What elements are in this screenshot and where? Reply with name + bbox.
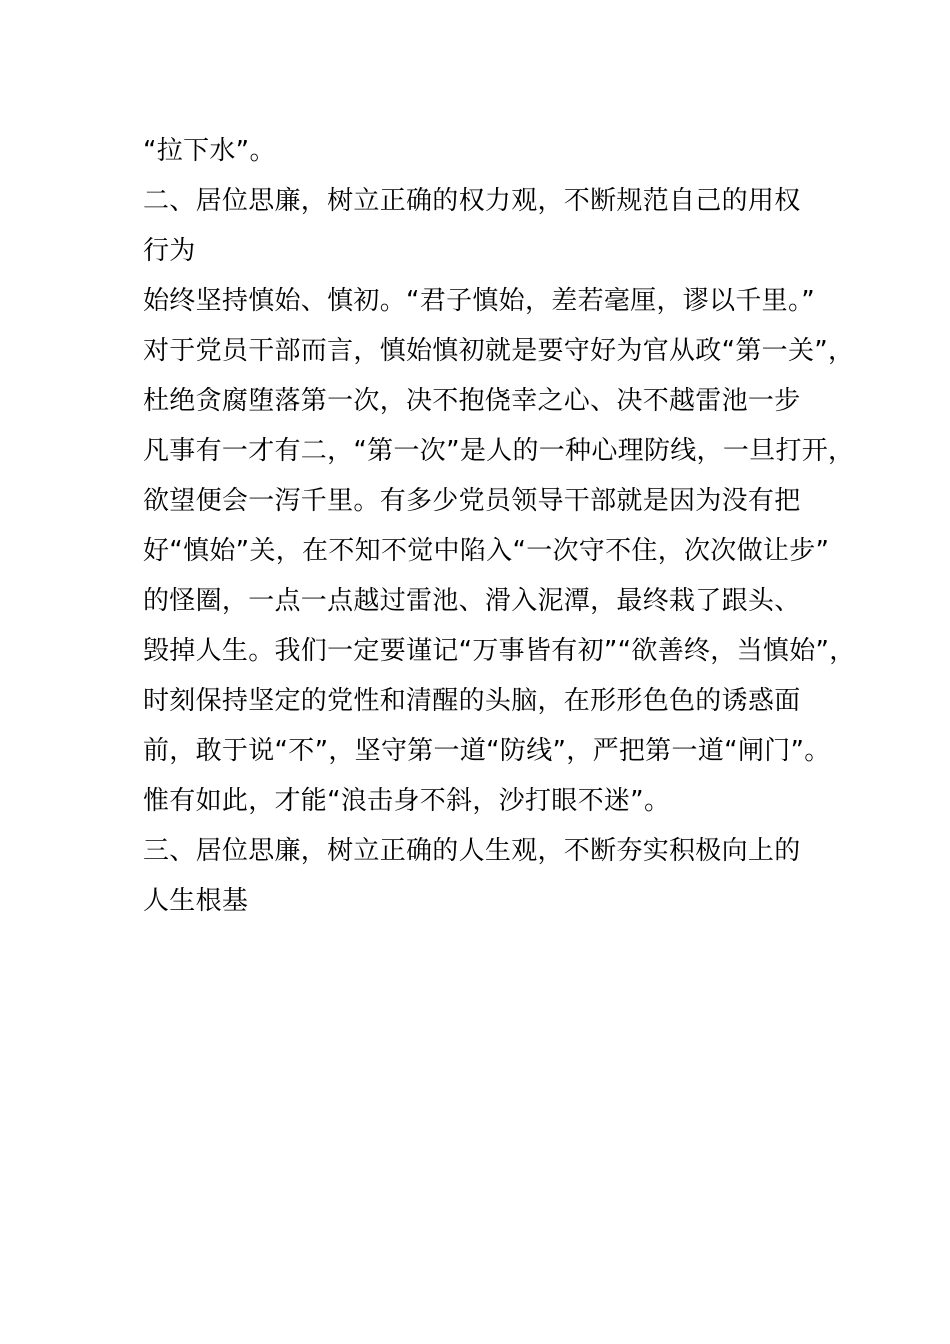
paragraph-line: 惟有如此，才能“浪击身不斜，沙打眼不迷”。	[143, 786, 671, 816]
section-heading-2-cont: 行为	[143, 236, 196, 266]
paragraph-line: 时刻保持坚定的党性和清醒的头脑，在形形色色的诱惑面	[143, 686, 801, 716]
section-heading-3: 三、居位思廉，树立正确的人生观，不断夯实积极向上的	[143, 836, 801, 866]
paragraph-line: 好“慎始”关，在不知不觉中陷入“一次守不住，次次做让步”	[143, 536, 830, 566]
paragraph-line: 杜绝贪腐堕落第一次，决不抱侥幸之心、决不越雷池一步	[143, 386, 801, 416]
paragraph-line: 对于党员干部而言，慎始慎初就是要守好为官从政“第一关”，	[143, 336, 855, 366]
document-text	[143, 126, 856, 926]
paragraph-line: 凡事有一才有二，“第一次”是人的一种心理防线，一旦打开，	[143, 436, 855, 466]
section-heading-2: 二、居位思廉，树立正确的权力观，不断规范自己的用权	[143, 186, 801, 216]
paragraph-line: 毁掉人生。我们一定要谨记“万事皆有初”“欲善终，当慎始”，	[143, 636, 856, 666]
section-heading-3-cont: 人生根基	[143, 886, 249, 916]
paragraph-line: 欲望便会一泻千里。有多少党员领导干部就是因为没有把	[143, 486, 801, 516]
text-line-continuation: “拉下水”。	[143, 136, 276, 166]
paragraph-line: 前，敢于说“不”，坚守第一道“防线”，严把第一道“闸门”。	[143, 736, 831, 766]
paragraph-line: 始终坚持慎始、慎初。“君子慎始，差若毫厘，谬以千里。”	[143, 286, 816, 316]
paragraph-line: 的怪圈，一点一点越过雷池、滑入泥潭，最终栽了跟头、	[143, 586, 801, 616]
